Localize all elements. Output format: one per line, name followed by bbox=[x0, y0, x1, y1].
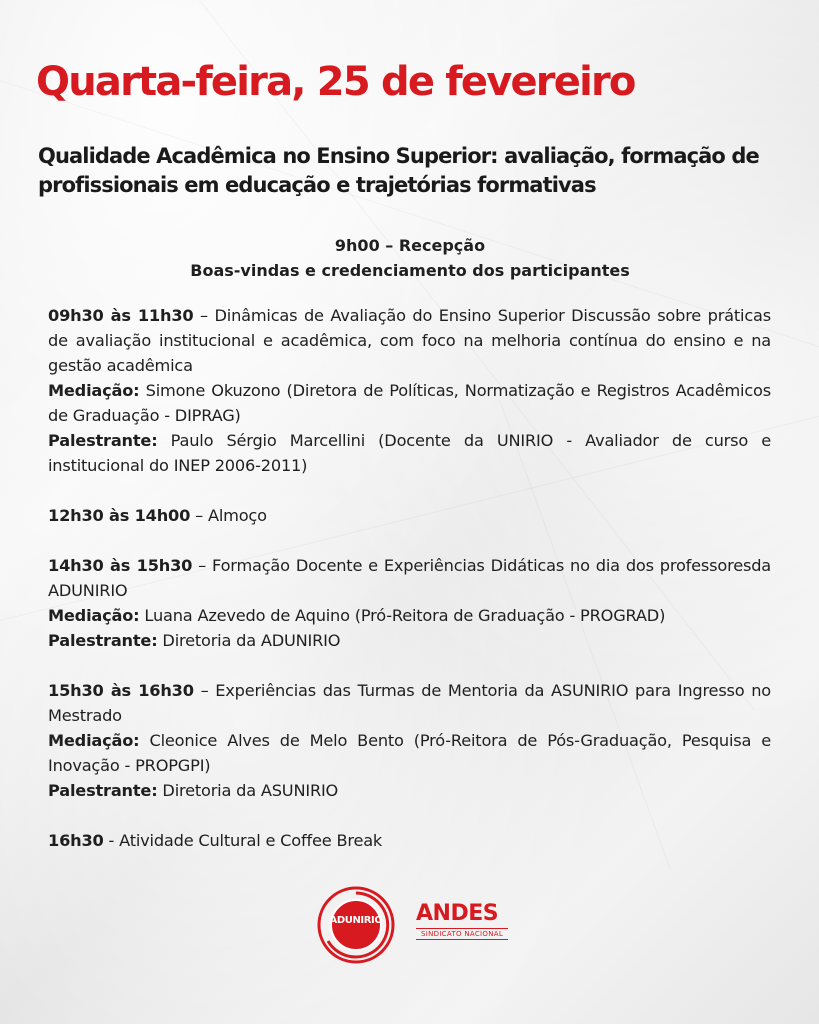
schedule bbox=[48, 303, 771, 853]
session-description-line bbox=[48, 503, 771, 528]
page-title: Quarta-feira, 25 de fevereiro bbox=[36, 59, 635, 105]
speaker-label: Palestrante: bbox=[48, 631, 158, 650]
adunirio-logo bbox=[316, 885, 396, 965]
session-description-line bbox=[48, 678, 771, 728]
session-description: – Formação Docente e Experiências Didáticas no dia dos professoresda ADUNIRIO bbox=[48, 556, 771, 600]
mediation-text: Simone Okuzono (Diretora de Políticas, Normatização e Registros Acadêmicos de Graduação - DIPRAG) bbox=[48, 381, 771, 425]
adunirio-logo-text: ADUNIRIO bbox=[329, 915, 383, 926]
speaker-label: Palestrante: bbox=[48, 781, 158, 800]
session-mediation-line bbox=[48, 378, 771, 428]
mediation-text: Cleonice Alves de Melo Bento (Pró-Reitora de Pós-Graduação, Pesquisa e Inovação - PROPGPI) bbox=[48, 731, 771, 775]
session-time: 09h30 às 11h30 bbox=[48, 306, 194, 325]
session-time: 15h30 às 16h30 bbox=[48, 681, 194, 700]
session-block bbox=[48, 828, 771, 853]
session-description-line bbox=[48, 303, 771, 378]
reception-block bbox=[40, 233, 780, 283]
mediation-label: Mediação: bbox=[48, 381, 140, 400]
session-mediation-line bbox=[48, 603, 771, 628]
andes-logo-name: ANDES bbox=[416, 901, 499, 926]
mediation-label: Mediação: bbox=[48, 606, 140, 625]
session-speaker-line bbox=[48, 778, 771, 803]
session-block bbox=[48, 503, 771, 528]
session-description: – Experiências das Turmas de Mentoria da ASUNIRIO para Ingresso no Mestrado bbox=[48, 681, 772, 725]
session-block bbox=[48, 553, 771, 653]
session-time: 12h30 às 14h00 bbox=[48, 506, 191, 525]
speaker-text: Diretoria da ADUNIRIO bbox=[157, 631, 341, 650]
andes-logo bbox=[416, 903, 508, 940]
reception-description: Boas-vindas e credenciamento dos participantes bbox=[190, 261, 630, 280]
session-mediation-line bbox=[48, 728, 771, 778]
mediation-text: Luana Azevedo de Aquino (Pró-Reitora de Graduação - PROGRAD) bbox=[139, 606, 666, 625]
reception-time: 9h00 – Recepção bbox=[334, 236, 486, 255]
session-description: – Almoço bbox=[190, 506, 267, 525]
speaker-text: Diretoria da ASUNIRIO bbox=[157, 781, 339, 800]
session-description-line bbox=[48, 553, 771, 603]
mediation-label: Mediação: bbox=[48, 731, 140, 750]
session-speaker-line bbox=[48, 628, 771, 653]
session-speaker-line bbox=[48, 428, 771, 478]
session-time: 16h30 bbox=[48, 831, 104, 850]
session-description: – Dinâmicas de Avaliação do Ensino Superior Discussão sobre práticas de avaliação institucional e acadêmica, com foco na melhoria contínua do ensino e na gestão acadêmica bbox=[48, 306, 771, 375]
andes-logo-subtitle: SINDICATO NACIONAL bbox=[416, 928, 508, 940]
speaker-text: Paulo Sérgio Marcellini (Docente da UNIRIO - Avaliador de curso e institucional do INEP 2006-2011) bbox=[48, 431, 771, 475]
session-description: - Atividade Cultural e Coffee Break bbox=[103, 831, 383, 850]
page-subtitle: Qualidade Acadêmica no Ensino Superior: avaliação, formação de profissionais em educação e trajetórias formativas bbox=[38, 144, 759, 197]
session-block bbox=[48, 678, 771, 803]
speaker-label: Palestrante: bbox=[48, 431, 158, 450]
footer-logos bbox=[316, 885, 516, 965]
session-block bbox=[48, 303, 771, 478]
session-time: 14h30 às 15h30 bbox=[48, 556, 193, 575]
session-description-line bbox=[48, 828, 771, 853]
